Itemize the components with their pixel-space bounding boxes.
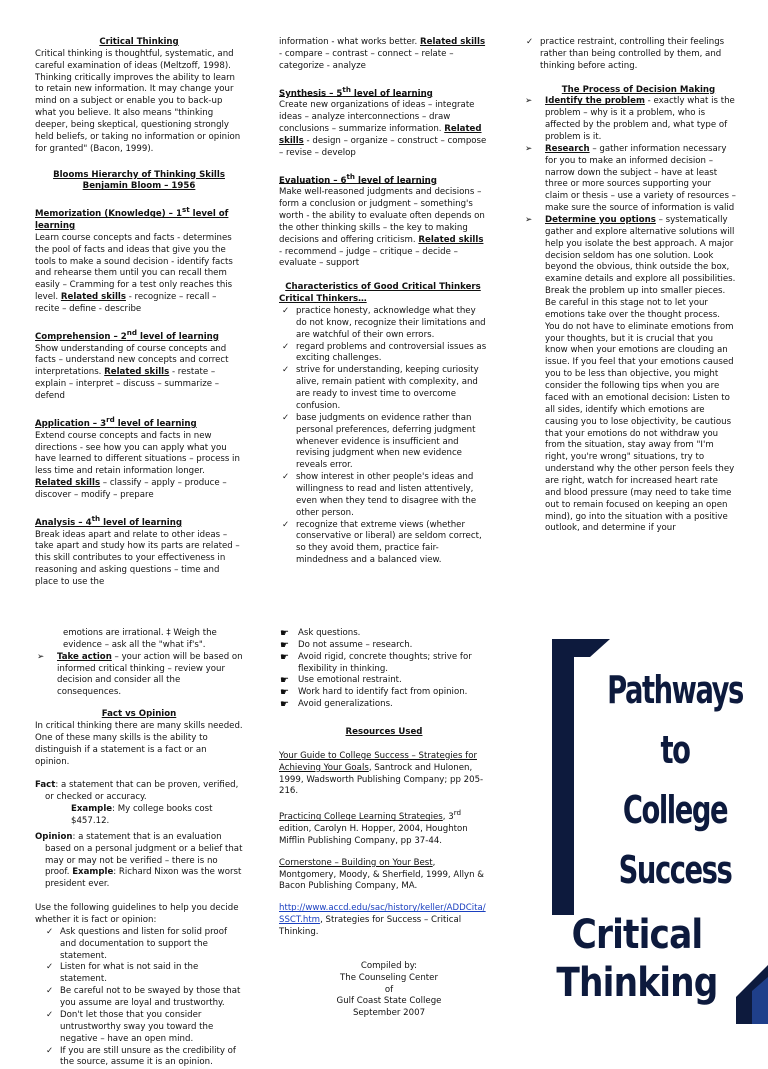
fact-definition: Fact: a statement that can be proven, verified, or checked or accuracy. Example: My college books cost $457.12. (35, 780, 243, 827)
thinkers-label: Critical Thinkers… (279, 294, 487, 306)
resources-title: Resources Used (279, 727, 489, 739)
list-item: ☛ Avoid rigid, concrete thoughts; strive for flexibility in thinking. (279, 652, 489, 676)
comprehension-body: Show understanding of course concepts and facts – understand new concepts and correct interpretations. Related skills - restate – explain – interpret – discuss – summarize – defend (35, 344, 243, 403)
decision-steps-continued (35, 652, 243, 699)
panel-2 (279, 37, 487, 567)
list-item: ➢ Research – gather information necessary for you to make an informed decision – narrow down the subject – have at least three or more sources supporting your claim or thesis – use a variety of resources – make sure the source of information is valid (523, 144, 736, 215)
frame-left (552, 639, 610, 915)
comprehension-heading: Comprehension – 2nd level of learning (35, 328, 243, 344)
characteristics-title: Characteristics of Good Critical Thinkers (279, 282, 487, 294)
list-item: ✓ regard problems and controversial issues as exciting challenges. (279, 342, 487, 366)
list-item: ☛ Ask questions. (279, 628, 489, 640)
memorization-heading: Memorization (Knowledge) – 1st level of learning (35, 205, 243, 233)
list-item: ✓ Ask questions and listen for solid proof and documentation to support the statement. (43, 927, 243, 963)
panel-5 (279, 628, 489, 1020)
decision-steps (523, 96, 736, 535)
guidelines-intro: Use the following guidelines to help you decide whether it is fact or opinion: (35, 903, 243, 927)
blooms-author: Benjamin Bloom – 1956 (35, 181, 243, 193)
guidelines-list (35, 927, 243, 1069)
page-title: Critical Thinking (35, 37, 243, 49)
memorization-body: Learn course concepts and facts - determines the pool of facts and ideas that give you the tools to make a sound decision - identify facts and rehearse them until you can recall them easily – Cramming for a test only reaches this level. Related skills - recognize – recall – recite – define - describe (35, 233, 243, 316)
synthesis-section (279, 85, 487, 160)
reference-4: http://www.accd.edu/sac/history/keller/ADDCita/SSCT.htm, Strategies for Success – Critical Thinking. (279, 903, 489, 939)
analysis-heading: Analysis – 4th level of learning (35, 514, 243, 530)
intro-paragraph: Critical thinking is thoughtful, systematic, and careful examination of ideas (Meltzoff, 1998). Thinking critically improves the ability to learn to retain new information. It may change your mind on a subject or enable you to back-up what you believe. It also means "thinking deeper, being skeptical, questioning strongly held beliefs, or taking no information or opinion for granted" (Bacon, 1999). (35, 49, 243, 156)
list-item: ➢ Determine you options – systematically gather and explore alternative solutions will help you isolate the best approach. A major decision seldom has one solution. Look beyond the obvious, think outside the box, examine details and explore all possibilities. Break the problem up into smaller pieces. Be careful in this stage not to let your emotions take over the thought process. You do not have to eliminate emotions from your thoughts, but it is crucial that you know when your emotions are clouding an issue. If you feel that your emotions caused you to be less than objective, you might consider the following tips when you are faced with an emotional decision: Listen to all sides, identify which emotions are causing you to lose objectivity, be cautious that your emotions do not withdraw you from the situation, stay away from "I'm right, you're wrong" situations, try to understand why the other person feels they are right, watch for increased heart rate and blood pressure (may need to take time out to remain focused on keeping an open mind), go into the situation with a positive outlook, and determine if your (523, 215, 736, 535)
list-item: ✓ practice restraint, controlling their feelings rather than being controlled by them, and thinking before acting. (523, 37, 736, 73)
panel-3 (523, 37, 736, 535)
memorization-section (35, 205, 243, 316)
list-item: ✓ strive for understanding, keeping curiosity alive, remain patient with complexity, and are ready to invest time to overcome confusion. (279, 365, 487, 412)
list-item: ✓ base judgments on evidence rather than personal preferences, deferring judgment whenever evidence is insufficient and revising judgment when new evidence reveals error. (279, 413, 487, 472)
list-item: ✓ Listen for what is not said in the statement. (43, 962, 243, 986)
list-item: ✓ If you are still unsure as the credibility of the source, assume it is an opinion. (43, 1046, 243, 1069)
cover-panel (540, 625, 768, 1024)
list-item: ➢ Identify the problem - exactly what is the problem – why is it a problem, who is affected by the problem and, what type of problem is it. (523, 96, 736, 143)
synthesis-heading: Synthesis – 5th level of learning (279, 85, 487, 101)
evaluation-heading: Evaluation – 6th level of learning (279, 172, 487, 188)
cover-title: Pathways to College Success (606, 660, 744, 900)
tips-list (279, 628, 489, 711)
analysis-continued: information - what works better. Related skills - compare – contrast – connect – relate – categorize - analyze (279, 37, 487, 73)
list-item: ✓ Be careful not to be swayed by those that you assume are loyal and trustworthy. (43, 986, 243, 1010)
reference-1: Your Guide to College Success – Strategies for Achieving Your Goals, Santrock and Hulonen, 1999, Wadsworth Publishing Company; pp 205-216. (279, 751, 489, 798)
fact-title: Fact vs Opinion (35, 709, 243, 721)
reference-4-link[interactable]: http://www.accd.edu/sac/history/keller/ADDCita/SSCT.htm (279, 903, 486, 925)
cover-subtitle: Critical Thinking (555, 911, 718, 1007)
comprehension-section (35, 328, 243, 403)
analysis-section (35, 514, 243, 589)
evaluation-section (279, 172, 487, 271)
application-body: Extend course concepts and facts in new directions - see how you can apply what you have learned to different situations – process in less time and retain information longer. Related skills – classify – apply – produce – discover – modify – prepare (35, 431, 243, 502)
synthesis-body: Create new organizations of ideas – integrate ideas – analyze interconnections – draw conclusions – summarize information. Related skills - design – organize – construct – compose – revise – develop (279, 100, 487, 159)
list-item: ➢ Take action – your action will be based on informed critical thinking – review your decision and consider all the consequences. (35, 652, 243, 699)
list-item: ✓ practice honesty, acknowledge what they do not know, recognize their limitations and are watchful of their own errors. (279, 306, 487, 342)
panel-1 (35, 37, 243, 589)
blooms-title: Blooms Hierarchy of Thinking Skills (35, 170, 243, 182)
list-item: ☛ Use emotional restraint. (279, 675, 489, 687)
steps-continued: emotions are irrational. ‡ Weigh the evidence – ask all the "what if's". (35, 628, 243, 652)
fact-intro: In critical thinking there are many skills needed. One of these many skills is the ability to distinguish if a statement is a fact or an opinion. (35, 721, 243, 768)
opinion-definition: Opinion: a statement that is an evaluation based on a personal judgment or a belief that may or may not be verified – there is no proof. Example: Richard Nixon was the worst president ever. (35, 832, 243, 891)
compiled-by-block: Compiled by: The Counseling Center of Gulf Coast State College September 2007 (279, 961, 489, 1020)
list-item: ☛ Do not assume – research. (279, 640, 489, 652)
list-item: ✓ Don't let those that you consider untrustworthy sway you toward the negative – have an open mind. (43, 1010, 243, 1046)
list-item: ✓ show interest in other people's ideas and willingness to read and listen attentively, even when they tend to disagree with the other person. (279, 472, 487, 519)
reference-2: Practicing College Learning Strategies, 3rd edition, Carolyn H. Hopper, 2004, Houghton Mifflin Publishing Company, pp 37-44. (279, 808, 489, 847)
thinkers-list (279, 306, 487, 567)
panel-4 (35, 628, 243, 1069)
decision-title: The Process of Decision Making (523, 85, 736, 97)
list-item: ☛ Work hard to identify fact from opinion. (279, 687, 489, 699)
list-item: ☛ Avoid generalizations. (279, 699, 489, 711)
evaluation-body: Make well-reasoned judgments and decisions – form a conclusion or judgment – something's worth - the ability to evaluate often depends on the other thinking skills – the key to making decisions and offering criticism. Related skills - recommend – judge – critique – decide – evaluate – support (279, 187, 487, 270)
analysis-body: Break ideas apart and relate to other ideas – take apart and study how its parts are related – this skill contributes to your effectiveness in reasoning and asking questions – time and place to use the (35, 530, 243, 589)
application-section (35, 415, 243, 502)
thinkers-list-continued (523, 37, 736, 73)
reference-3: Cornerstone – Building on Your Best, Montgomery, Moody, & Sherfield, 1999, Allyn & Bacon Publishing Company, MA. (279, 858, 489, 894)
list-item: ✓ recognize that extreme views (whether conservative or liberal) are seldom correct, so they avoid them, practice fair-mindedness and a balanced view. (279, 520, 487, 567)
application-heading: Application – 3rd level of learning (35, 415, 243, 431)
